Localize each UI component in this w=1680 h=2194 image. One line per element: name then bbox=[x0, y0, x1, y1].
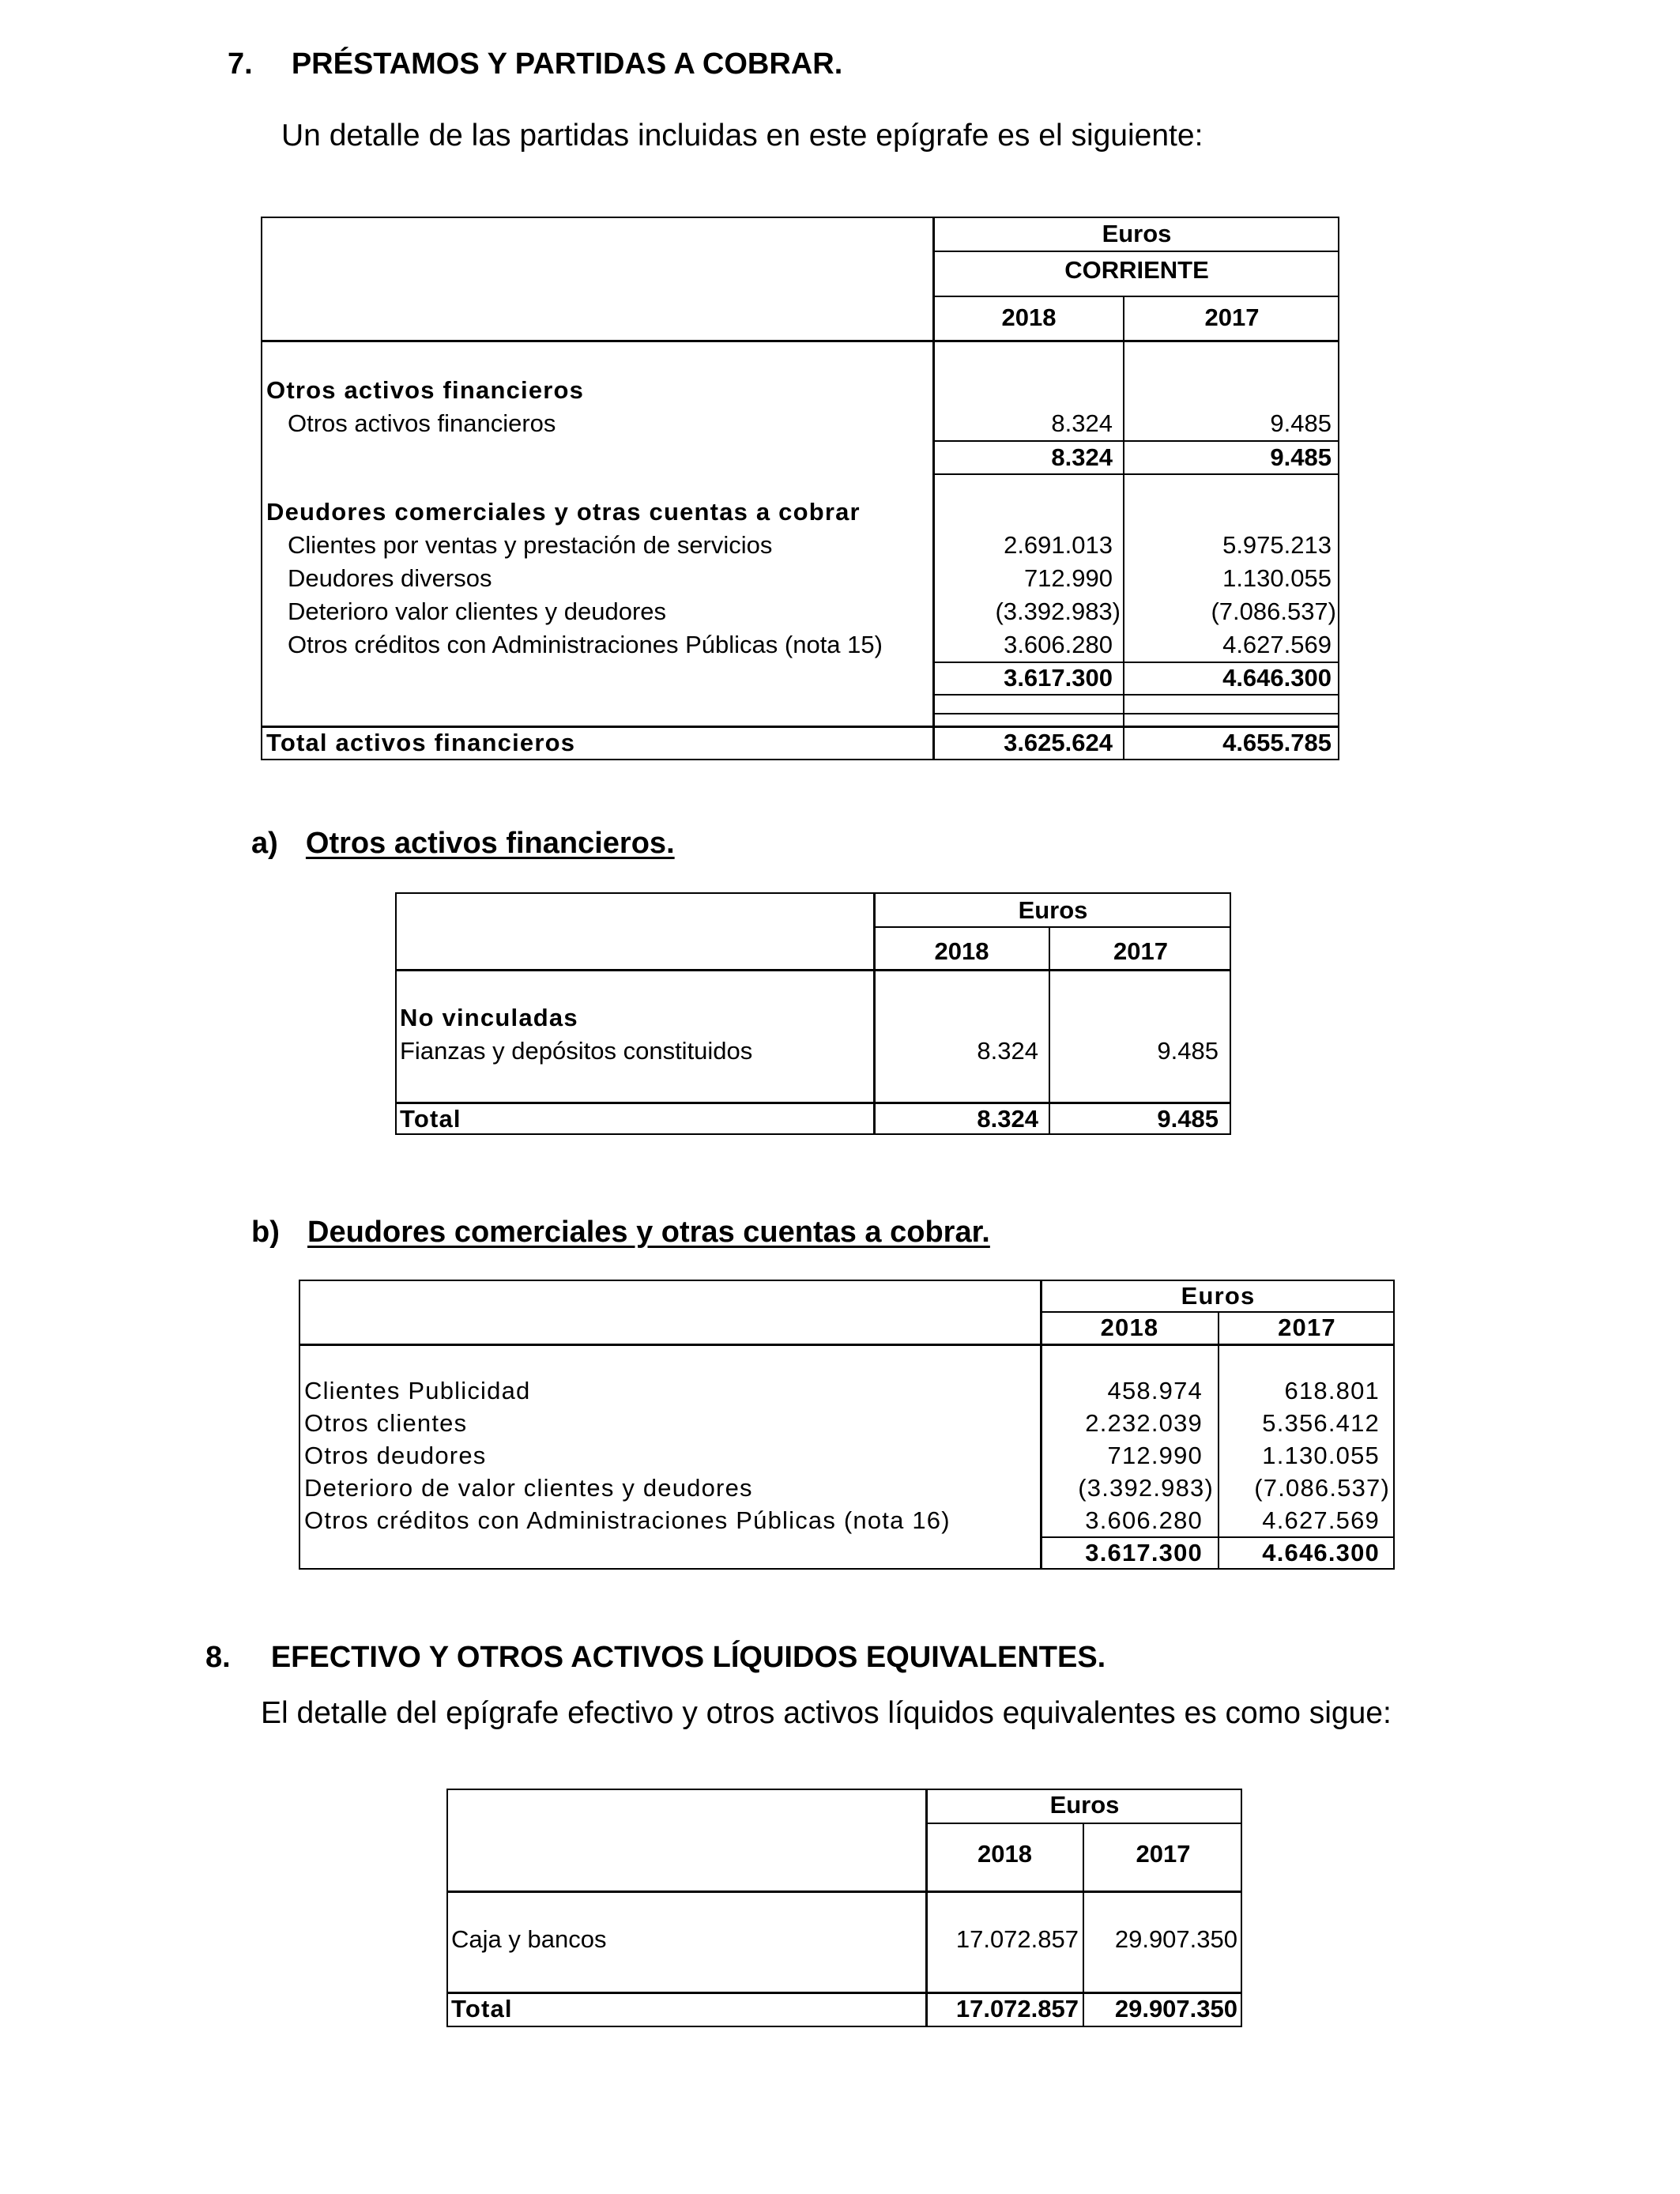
row-label: Clientes por ventas y prestación de servicios bbox=[288, 531, 773, 559]
subtotal-2018: 8.324 bbox=[1051, 443, 1113, 471]
total-2018: 8.324 bbox=[977, 1105, 1038, 1133]
row-value-2017: 29.907.350 bbox=[1114, 1925, 1237, 1953]
table-group-label: CORRIENTE bbox=[1064, 256, 1209, 284]
section-8-intro: El detalle del epígrafe efectivo y otros activos líquidos equivalentes es como sigue: bbox=[261, 1696, 1392, 1730]
column-header-2017: 2017 bbox=[1136, 1840, 1191, 1868]
total-2018: 3.617.300 bbox=[1085, 1539, 1203, 1566]
total-2017: 29.907.350 bbox=[1114, 1995, 1237, 2022]
row-label: Caja y bancos bbox=[451, 1925, 607, 1953]
section-8-number: 8. bbox=[205, 1641, 231, 1674]
section-b-title: Deudores comerciales y otras cuentas a cobrar. bbox=[307, 1216, 990, 1249]
section-7-title: PRÉSTAMOS Y PARTIDAS A COBRAR. bbox=[291, 47, 843, 81]
table-unit-label: Euros bbox=[1018, 896, 1088, 924]
row-label: Deterioro de valor clientes y deudores bbox=[304, 1474, 753, 1502]
section-a-letter: a) bbox=[251, 827, 278, 860]
section-7-number: 7. bbox=[228, 47, 253, 81]
section-8-title: EFECTIVO Y OTROS ACTIVOS LÍQUIDOS EQUIVALENTES. bbox=[270, 1641, 1106, 1674]
column-header-2017: 2017 bbox=[1204, 303, 1260, 331]
row-value-2018: 3.606.280 bbox=[1004, 631, 1113, 658]
row-value-2018: 17.072.857 bbox=[955, 1925, 1079, 1953]
section-b-letter: b) bbox=[251, 1216, 280, 1249]
total-2018: 3.625.624 bbox=[1004, 729, 1113, 756]
row-value-2018: 8.324 bbox=[1051, 409, 1113, 437]
section-b-heading bbox=[251, 1216, 990, 1250]
row-value-2017: (7.086.537) bbox=[1254, 1474, 1390, 1502]
column-header-2017: 2017 bbox=[1278, 1314, 1336, 1341]
row-value-2018: 458.974 bbox=[1107, 1377, 1203, 1404]
row-value-2017: (7.086.537) bbox=[1211, 598, 1336, 625]
table-unit-label: Euros bbox=[1181, 1282, 1256, 1310]
column-header-2018: 2018 bbox=[934, 937, 989, 965]
row-value-2017: 4.627.569 bbox=[1222, 631, 1332, 658]
row-value-2018: (3.392.983) bbox=[995, 598, 1121, 625]
column-header-2018: 2018 bbox=[1100, 1314, 1159, 1341]
total-2018: 17.072.857 bbox=[955, 1995, 1079, 2022]
total-2017: 4.655.785 bbox=[1222, 729, 1332, 756]
row-value-2018: 2.691.013 bbox=[1004, 531, 1113, 559]
section-a-title: Otros activos financieros. bbox=[305, 827, 675, 860]
row-label: Deudores diversos bbox=[288, 564, 492, 592]
section-7-intro: Un detalle de las partidas incluidas en este epígrafe es el siguiente: bbox=[281, 119, 1203, 153]
row-label: Deterioro valor clientes y deudores bbox=[288, 598, 667, 625]
group-title: No vinculadas bbox=[400, 1004, 578, 1031]
row-label: Otros clientes bbox=[304, 1409, 468, 1437]
total-label: Total activos financieros bbox=[266, 729, 576, 756]
row-value-2018: 2.232.039 bbox=[1085, 1409, 1203, 1437]
total-label: Total bbox=[400, 1105, 461, 1133]
row-value-2017: 4.627.569 bbox=[1262, 1506, 1380, 1534]
column-header-2018: 2018 bbox=[977, 1840, 1032, 1868]
subtotal-2017: 4.646.300 bbox=[1222, 664, 1332, 692]
row-value-2018: 3.606.280 bbox=[1085, 1506, 1203, 1534]
row-value-2017: 618.801 bbox=[1284, 1377, 1380, 1404]
row-value-2018: 712.990 bbox=[1023, 564, 1113, 592]
row-value-2017: 5.356.412 bbox=[1262, 1409, 1380, 1437]
row-value-2017: 5.975.213 bbox=[1222, 531, 1332, 559]
row-value-2017: 9.485 bbox=[1157, 1037, 1219, 1065]
total-label: Total bbox=[451, 1995, 513, 2022]
row-label: Otros créditos con Administraciones Públicas (nota 15) bbox=[288, 631, 883, 658]
group-title: Otros activos financieros bbox=[266, 376, 585, 404]
total-2017: 9.485 bbox=[1157, 1105, 1219, 1133]
row-value-2018: 8.324 bbox=[977, 1037, 1038, 1065]
column-header-2017: 2017 bbox=[1113, 937, 1168, 965]
section-a-heading bbox=[251, 827, 675, 861]
row-label: Otros deudores bbox=[304, 1442, 487, 1469]
row-value-2017: 1.130.055 bbox=[1222, 564, 1332, 592]
subtotal-2017: 9.485 bbox=[1270, 443, 1332, 471]
row-label: Otros activos financieros bbox=[288, 409, 556, 437]
section-7-heading bbox=[228, 47, 842, 81]
row-label: Otros créditos con Administraciones Públicas (nota 16) bbox=[304, 1506, 951, 1534]
row-value-2018: (3.392.983) bbox=[1078, 1474, 1214, 1502]
section-8-heading bbox=[205, 1641, 1106, 1675]
subtotal-2018: 3.617.300 bbox=[1004, 664, 1113, 692]
table-unit-label: Euros bbox=[1049, 1791, 1120, 1819]
total-2017: 4.646.300 bbox=[1262, 1539, 1380, 1566]
row-value-2018: 712.990 bbox=[1107, 1442, 1203, 1469]
row-value-2017: 9.485 bbox=[1270, 409, 1332, 437]
column-header-2018: 2018 bbox=[1001, 303, 1057, 331]
row-label: Fianzas y depósitos constituidos bbox=[400, 1037, 753, 1065]
table-unit-label: Euros bbox=[1102, 220, 1172, 247]
group-title: Deudores comerciales y otras cuentas a cobrar bbox=[266, 498, 861, 526]
row-value-2017: 1.130.055 bbox=[1262, 1442, 1380, 1469]
row-label: Clientes Publicidad bbox=[304, 1377, 531, 1404]
